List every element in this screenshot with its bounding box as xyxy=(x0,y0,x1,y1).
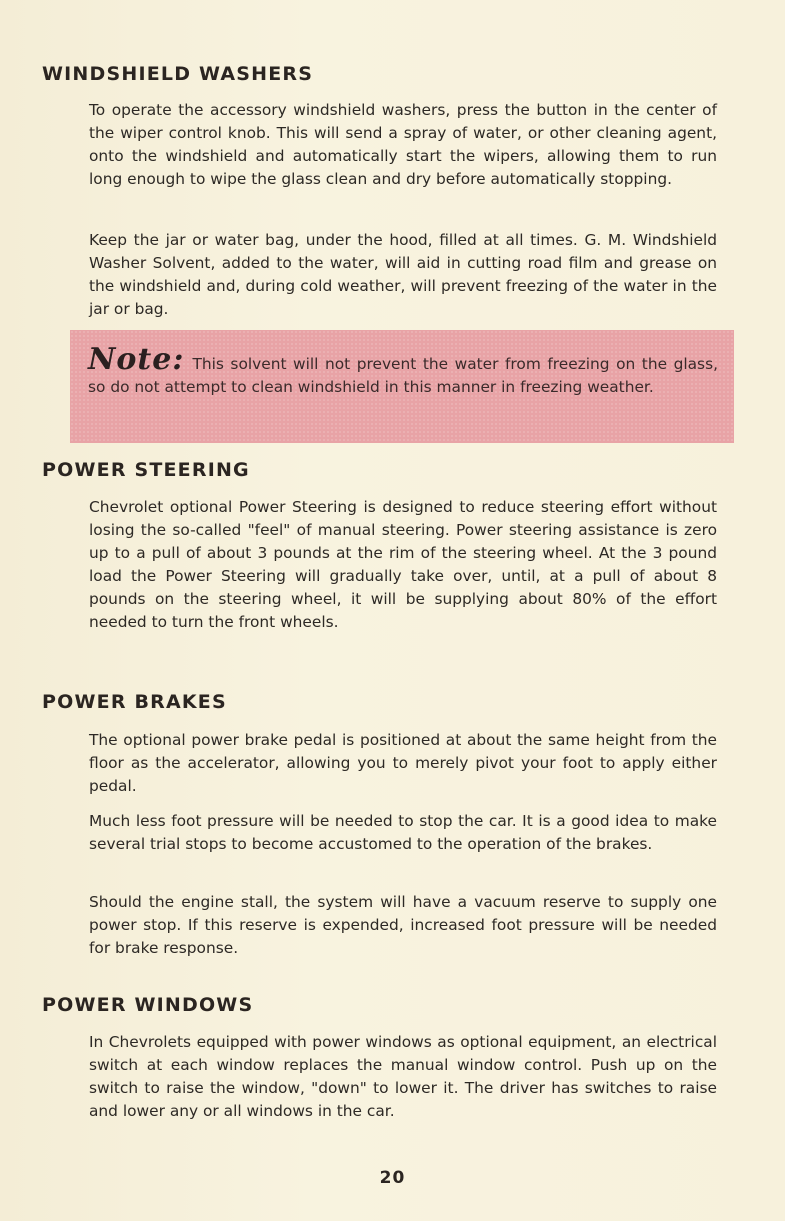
page-number: 20 xyxy=(379,1168,406,1188)
note-label: Note: xyxy=(88,342,185,377)
windshield-washers-paragraph-2: Keep the jar or water bag, under the hood, filled at all times. G. M. Windshield Washer Solvent, added to the water, will aid in cutting road film and grease on the windshield and, during cold weather, will prevent freezing of the water in the jar or bag. xyxy=(89,231,717,318)
power-brakes-paragraph-1: The optional power brake pedal is positioned at about the same height from the floor as the accelerator, allowing you to merely pivot your foot to apply either pedal. xyxy=(89,731,717,795)
power-windows-paragraph-1: In Chevrolets equipped with power windows as optional equipment, an electrical switch at each window replaces the manual window control. Push up on the switch to raise the window, "down" to lower it. The driver has switches to raise and lower any or all windows in the car. xyxy=(89,1033,717,1120)
power-brakes-paragraph-2: Much less foot pressure will be needed to stop the car. It is a good idea to make several trial stops to become accustomed to the operation of the brakes. xyxy=(89,812,717,853)
power-brakes-heading: POWER BRAKES xyxy=(42,691,227,713)
power-steering-heading: POWER STEERING xyxy=(42,459,250,481)
power-brakes-paragraph-3: Should the engine stall, the system will have a vacuum reserve to supply one power stop. If this reserve is expended, increased foot pressure will be needed for brake response. xyxy=(89,893,717,957)
windshield-washers-heading: WINDSHIELD WASHERS xyxy=(42,63,314,85)
power-steering-paragraph-1: Chevrolet optional Power Steering is designed to reduce steering effort without losing the so-called "feel" of manual steering. Power steering assistance is zero up to a pull of about 3 pounds at the rim of the steering wheel. At the 3 pound load the Power Steering will gradually take over, until, at a pull of about 8 pounds on the steering wheel, it will be supplying about 80% of the effort needed to turn the front wheels. xyxy=(89,498,717,631)
note-body xyxy=(88,342,718,399)
note-text: This solvent will not prevent the water from freezing on the glass, so do not attempt to clean windshield in this manner in freezing weather. xyxy=(88,355,718,396)
power-windows-heading: POWER WINDOWS xyxy=(42,994,254,1016)
windshield-washers-paragraph-1: To operate the accessory windshield washers, press the button in the center of the wiper control knob. This will send a spray of water, or other cleaning agent, onto the windshield and automatically start the wipers, allowing them to run long enough to wipe the glass clean and dry before automatically stopping. xyxy=(89,101,717,188)
note-callout xyxy=(70,330,734,443)
